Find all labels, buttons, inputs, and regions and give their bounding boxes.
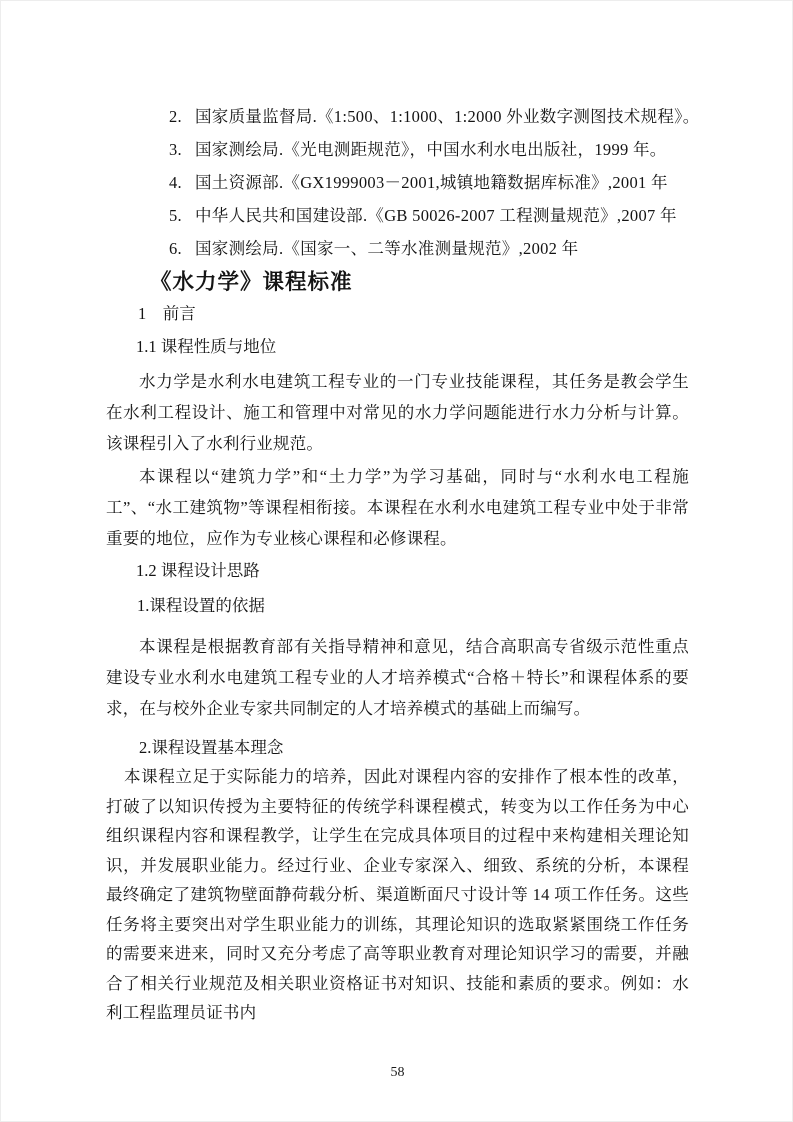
paragraph-setup-basis: 本课程是根据教育部有关指导精神和意见，结合高职高专省级示范性重点建设专业水利水电建筑工程专业的人才培养模式“合格＋特长”和课程体系的要求，在与校外企业专家共同制定的人才培养模式的基础上而编写。 — [106, 637, 689, 718]
heading-setup-basis: 1.课程设置的依据 — [137, 596, 265, 615]
reference-item — [106, 232, 689, 265]
paragraph-setup-concept: 本课程立足于实际能力的培养，因此对课程内容的安排作了根本性的改革，打破了以知识传授为主要特征的传统学科课程模式，转变为以工作任务为中心组织课程内容和课程教学，让学生在完成具体项目的过程中来构建相关理论知识，并发展职业能力。经过行业、企业专家深入、细致、系统的分析，本课程最终确定了建筑物壁面静荷载分析、渠道断面尺寸设计等 14 项工作任务。这些任务将主要突出对学生职业能力的训练，其理论知识的选取紧紧围绕工作任务的需要来进来，同时又充分考虑了高等职业教育对理论知识学习的需要，并融合了相关行业规范及相关职业资格证书对知识、技能和素质的要求。例如：水利工程监理员证书内 — [106, 767, 689, 1022]
page-number: 58 — [390, 1064, 405, 1080]
reference-item — [106, 100, 700, 133]
heading-1-1: 1.1 课程性质与地位 — [136, 337, 277, 356]
reference-list — [106, 100, 700, 265]
reference-item — [106, 133, 689, 166]
reference-number: 2. — [169, 107, 182, 126]
heading-1-2: 1.2 课程设计思路 — [136, 561, 260, 580]
reference-number: 3. — [169, 140, 182, 159]
reference-number: 5. — [169, 206, 182, 225]
reference-item — [106, 199, 689, 232]
reference-number: 4. — [169, 173, 182, 192]
paragraph-course-nature: 水力学是水利水电建筑工程专业的一门专业技能课程，其任务是教会学生在水利工程设计、施工和管理中对常见的水力学问题能进行水力分析与计算。该课程引入了水利行业规范。 — [106, 372, 689, 453]
paragraph-course-links: 本课程以“建筑力学”和“土力学”为学习基础，同时与“水利水电工程施工”、“水工建筑物”等课程相衔接。本课程在水利水电建筑工程专业中处于非常重要的地位，应作为专业核心课程和必修课程。 — [106, 467, 689, 548]
reference-number: 6. — [169, 239, 182, 258]
reference-text: 中华人民共和国建设部.《GB 50026-2007 工程测量规范》,2007 年 — [194, 206, 677, 225]
reference-text: 国家测绘局.《光电测距规范》，中国水利水电出版社，1999 年。 — [194, 140, 667, 159]
reference-text: 国家测绘局.《国家一、二等水准测量规范》,2002 年 — [194, 239, 579, 258]
document-title: 《水力学》课程标准 — [150, 270, 353, 294]
heading-foreword: 1 前言 — [138, 304, 196, 323]
reference-text: 国土资源部.《GX1999003－2001,城镇地籍数据库标准》,2001 年 — [194, 173, 668, 192]
reference-item — [106, 166, 689, 199]
reference-text: 国家质量监督局.《1:500、1:1000、1:2000 外业数字测图技术规程》。 — [194, 107, 700, 126]
heading-setup-concept: 2.课程设置基本理念 — [139, 738, 284, 757]
